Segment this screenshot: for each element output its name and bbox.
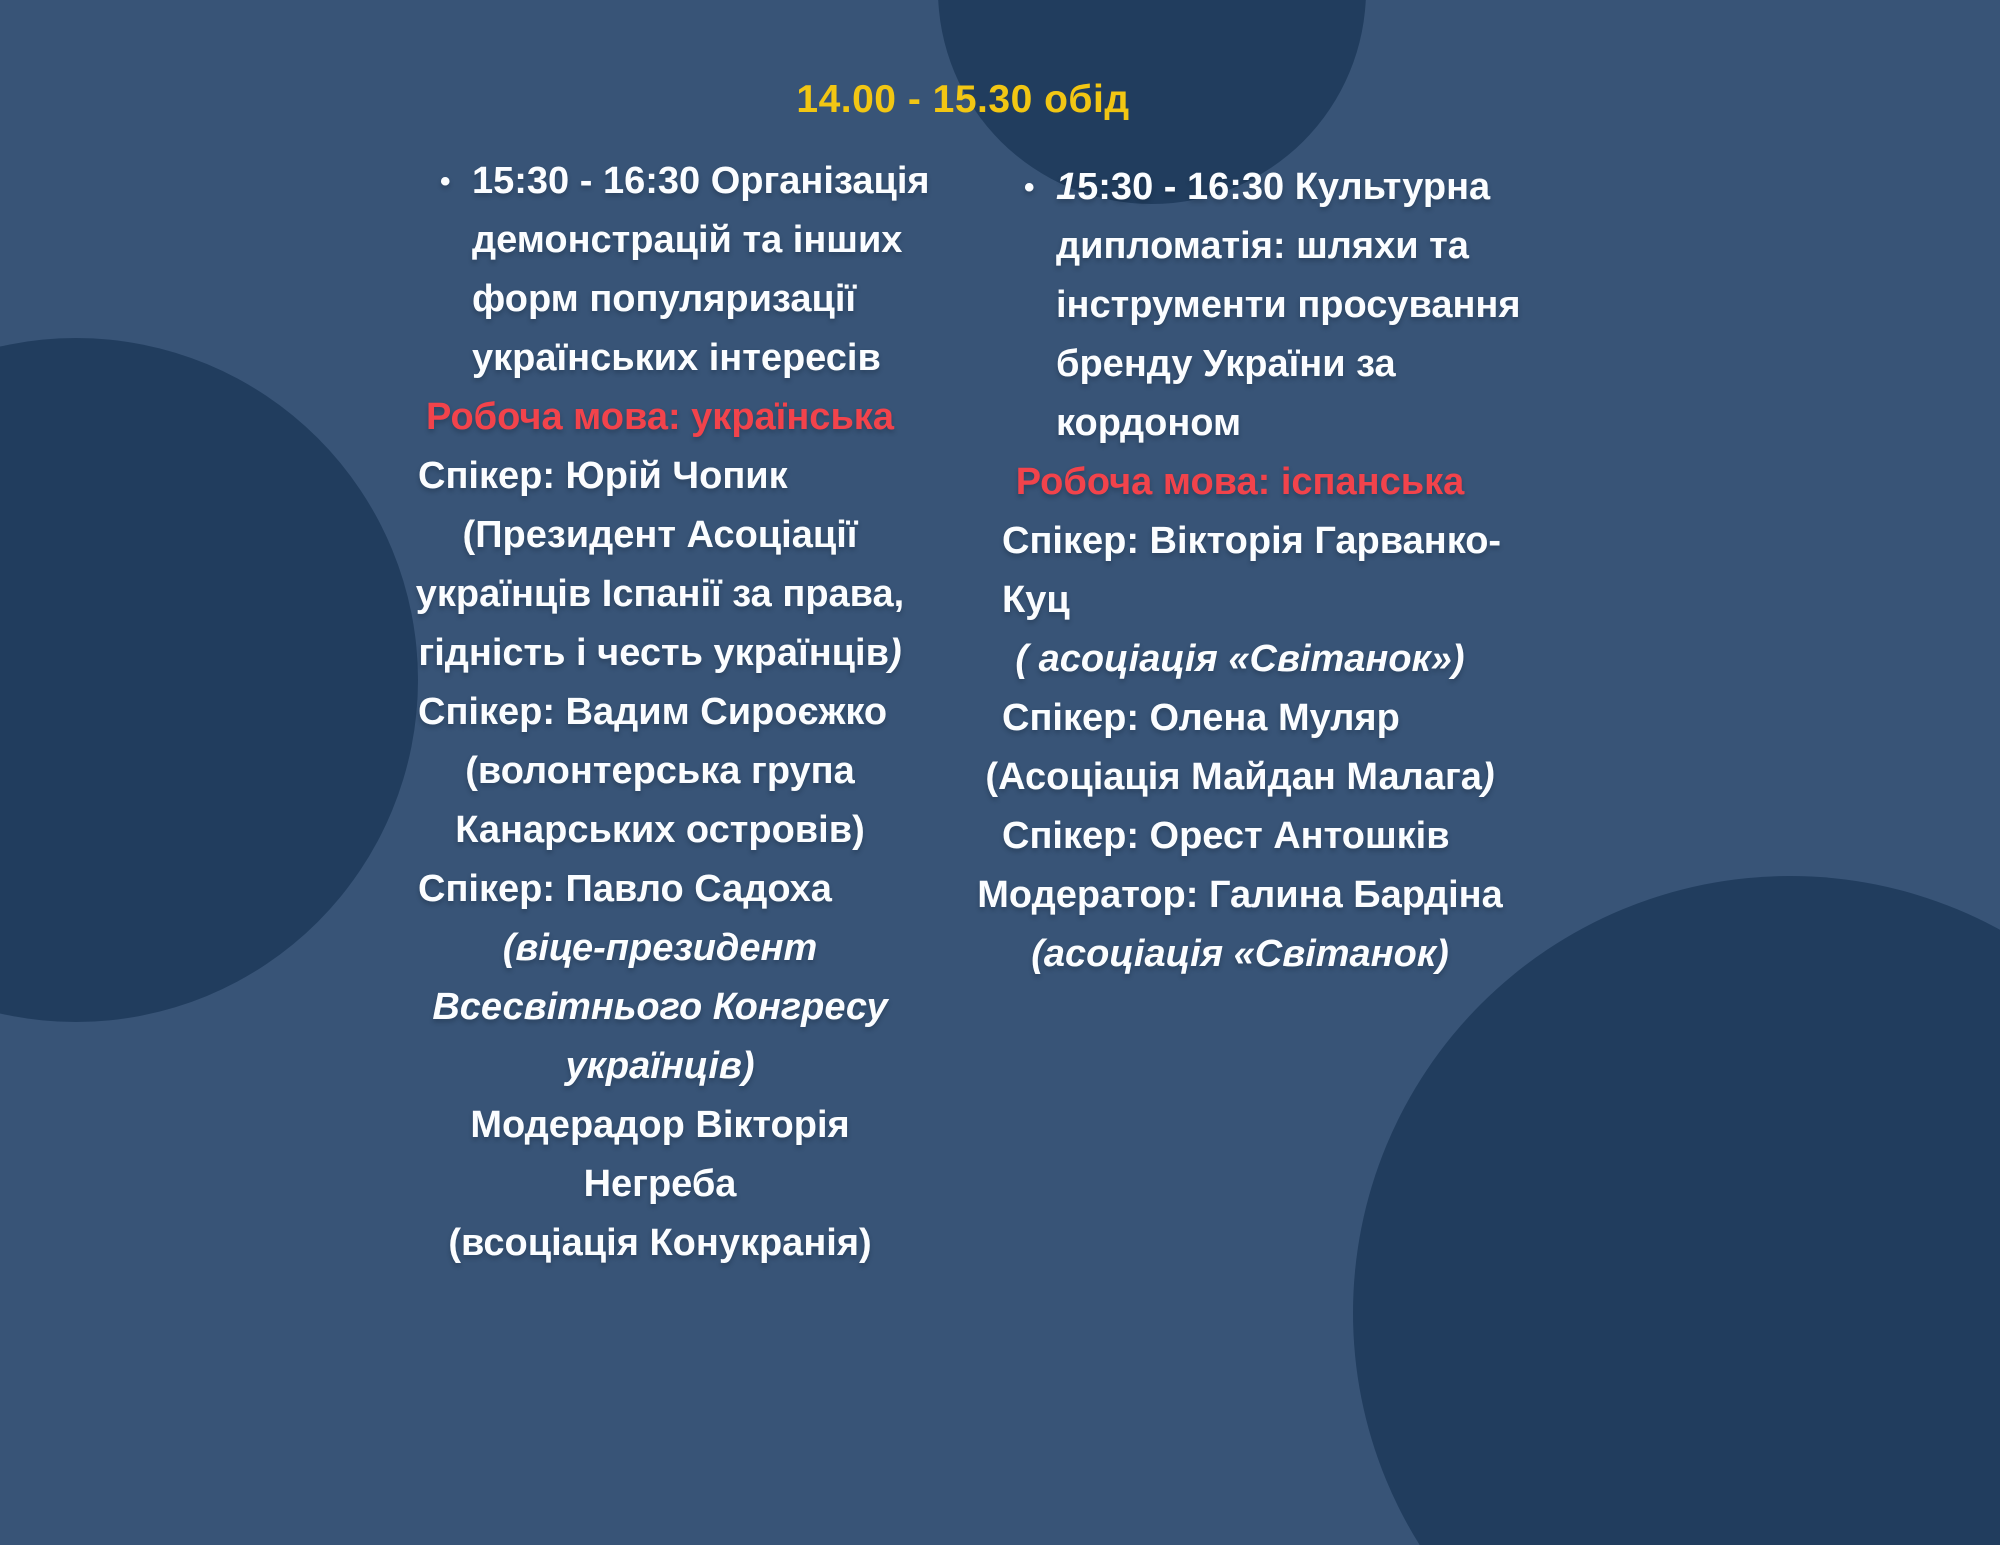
schedule-line: Куц	[1002, 579, 1070, 621]
schedule-line: Робоча мова: іспанська	[1015, 461, 1465, 503]
schedule-line: (Президент Асоціації	[462, 514, 858, 556]
left-session-column	[415, 152, 930, 1273]
schedule-line: інструменти просування	[1056, 284, 1521, 326]
background-circle-left	[0, 338, 418, 1022]
schedule-line: дипломатія: шляхи та	[1056, 225, 1469, 267]
schedule-line-fragment: )	[1481, 756, 1495, 798]
schedule-line-fragment: 5:30 - 16:30 Культурна	[1077, 166, 1491, 208]
schedule-line	[985, 748, 1494, 807]
schedule-line-fragment: (Асоціація Майдан Малага	[985, 756, 1482, 798]
schedule-line-fragment: )	[888, 632, 902, 674]
schedule-line: бренду України за	[1056, 343, 1396, 385]
schedule-line: (асоціація «Світанок)	[1031, 933, 1449, 975]
schedule-line: Робоча мова: українська	[426, 396, 894, 438]
schedule-line: Негреба	[583, 1163, 737, 1205]
schedule-line: • 15:30 - 16:30 Організація	[418, 152, 902, 211]
schedule-line: кордоном	[1056, 402, 1242, 444]
schedule-line: Модератор: Галина Бардіна	[977, 874, 1503, 916]
schedule-line: Канарських островів)	[455, 809, 865, 851]
schedule-line-fragment: гідність і честь українців	[418, 632, 889, 674]
schedule-line	[418, 624, 901, 683]
schedule-line: Спікер: Вадим Сироєжко	[418, 691, 888, 733]
schedule-line: (волонтерська група	[465, 750, 855, 792]
schedule-line: Спікер: Павло Садоха	[418, 868, 832, 910]
schedule-line: Спікер: Юрій Чопик	[418, 455, 788, 497]
schedule-line: Спікер: Олена Муляр	[1002, 697, 1400, 739]
schedule-line-fragment: 1	[1056, 166, 1078, 208]
schedule-line: (віце-президент	[502, 927, 818, 969]
schedule-line: Спікер: Орест Антошків	[1002, 815, 1450, 857]
schedule-line: українців Іспанії за права,	[415, 573, 905, 615]
schedule-line	[1002, 158, 1491, 217]
lunch-break-title: 14.00 - 15.30 обід	[796, 78, 1130, 121]
schedule-line: демонстрацій та інших	[472, 219, 903, 261]
bullet-dot: •	[440, 165, 451, 198]
schedule-line: Всесвітнього Конгресу	[432, 986, 888, 1028]
schedule-line: (всоціація Конукранія)	[448, 1222, 872, 1264]
schedule-line: форм популяризації	[472, 278, 857, 320]
schedule-line: українців)	[565, 1045, 755, 1087]
schedule-line: українських інтересів	[472, 337, 881, 379]
schedule-line: ( асоціація «Світанок»)	[1015, 638, 1465, 680]
right-session-column	[977, 158, 1521, 984]
schedule-line: Спікер: Вікторія Гарванко-	[1002, 520, 1502, 562]
schedule-line: Модерадор Вікторія	[470, 1104, 850, 1146]
bullet-dot: •	[1024, 171, 1035, 204]
